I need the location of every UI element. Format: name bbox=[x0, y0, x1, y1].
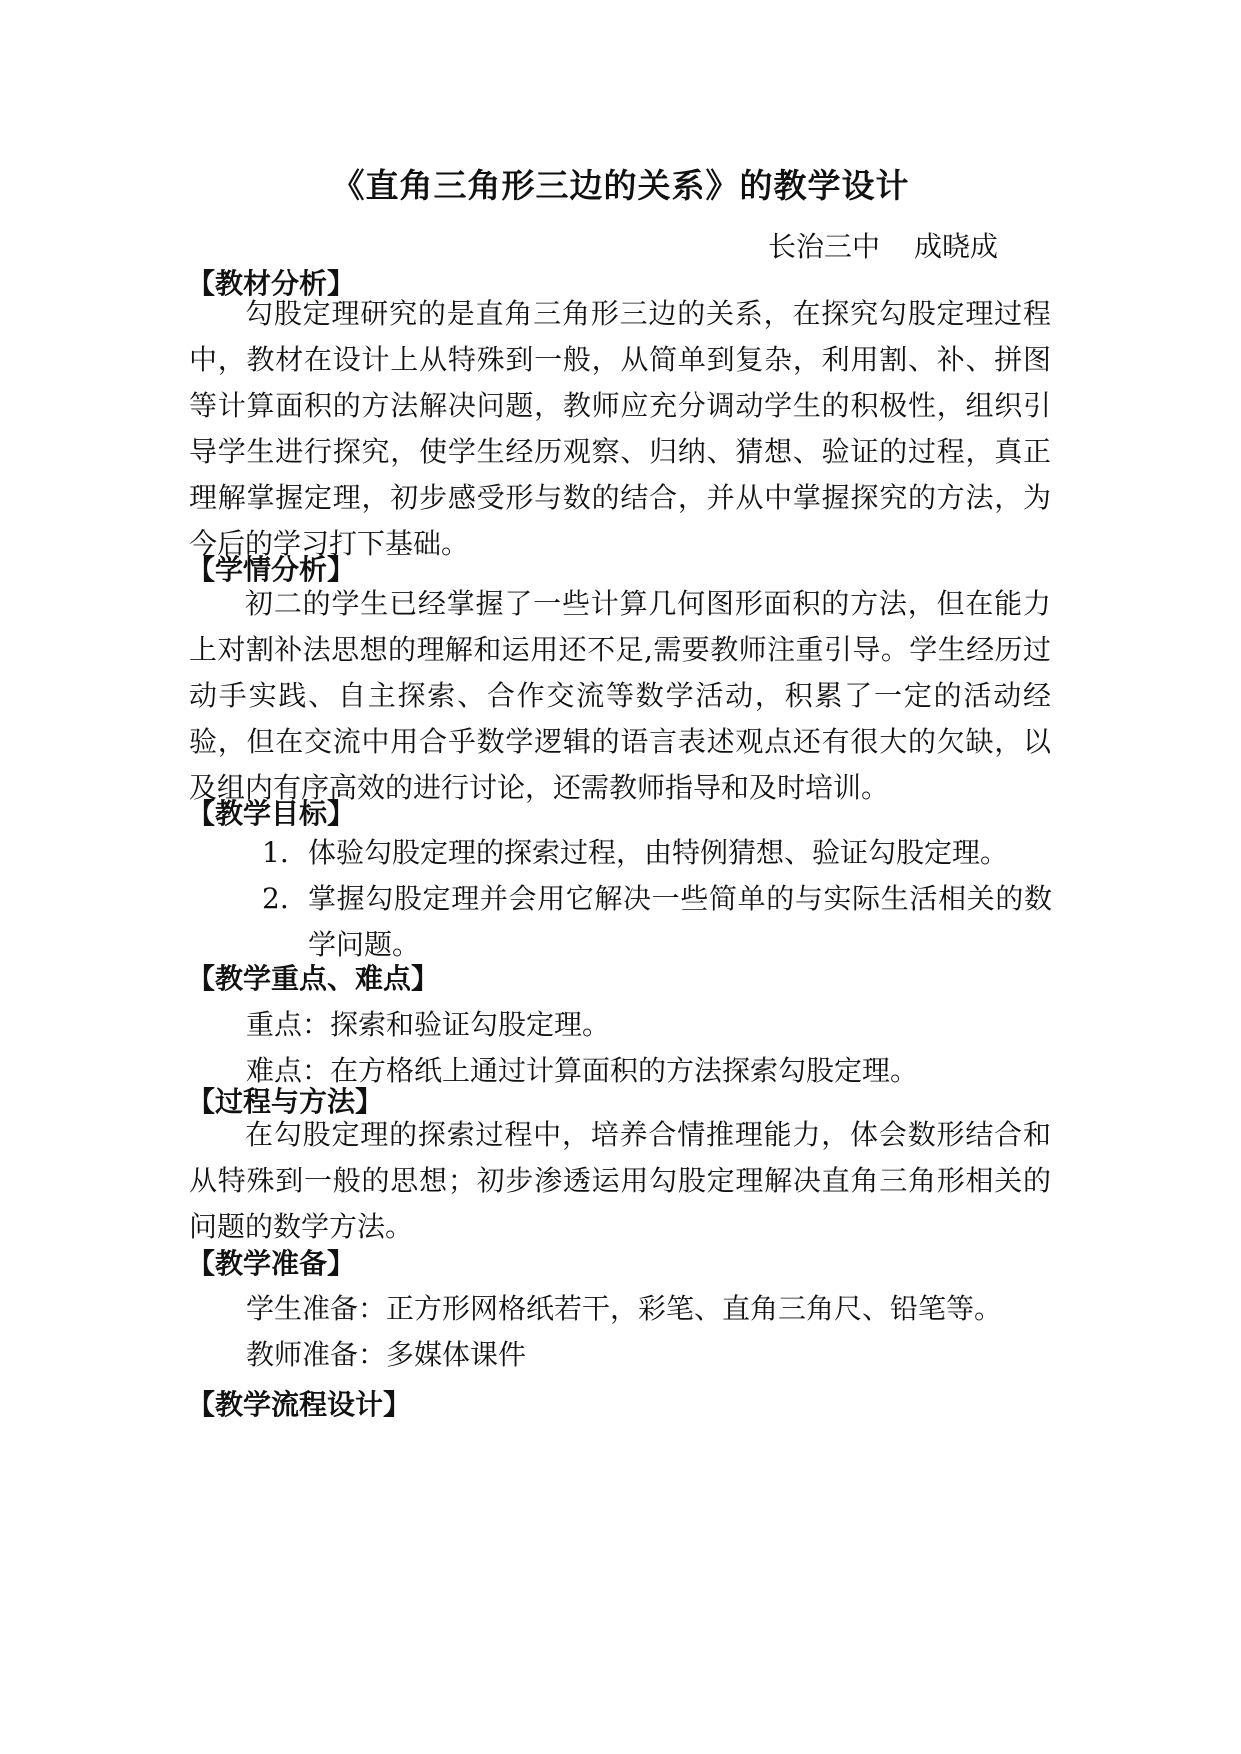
heading-flow-design: 【教学流程设计】 bbox=[187, 1388, 412, 1421]
teacher-preparation-line: 教师准备：多媒体课件 bbox=[246, 1338, 527, 1371]
objective-text: 掌握勾股定理并会用它解决一些简单的与实际生活相关的数学问题。 bbox=[308, 882, 1052, 961]
objective-item bbox=[262, 830, 1052, 876]
heading-textbook-analysis: 【教材分析】 bbox=[187, 267, 356, 300]
student-preparation-line: 学生准备：正方形网格纸若干，彩笔、直角三角尺、铅笔等。 bbox=[246, 1292, 1003, 1325]
heading-preparation: 【教学准备】 bbox=[187, 1247, 356, 1280]
objective-number: 1. bbox=[262, 836, 289, 869]
heading-objectives: 【教学目标】 bbox=[187, 797, 356, 830]
objective-text: 体验勾股定理的探索过程，由特例猜想、验证勾股定理。 bbox=[308, 836, 1009, 869]
heading-process-method: 【过程与方法】 bbox=[187, 1085, 384, 1118]
difficult-point-line: 难点：在方格纸上通过计算面积的方法探索勾股定理。 bbox=[246, 1054, 919, 1087]
key-point-line: 重点：探索和验证勾股定理。 bbox=[246, 1008, 611, 1041]
author-line bbox=[768, 225, 998, 265]
heading-key-points: 【教学重点、难点】 bbox=[187, 962, 440, 995]
heading-learner-analysis: 【学情分析】 bbox=[187, 553, 356, 586]
objective-item bbox=[262, 876, 1052, 968]
paragraph-textbook-analysis: 勾股定理研究的是直角三角形三边的关系，在探究勾股定理过程中，教材在设计上从特殊到一般，从简单到复杂，利用割、补、拼图等计算面积的方法解决问题，教师应充分调动学生的积极性，组织引导学生进行探究，使学生经历观察、归纳、猜想、验证的过程，真正理解掌握定理，初步感受形与数的结合，并从中掌握探究的方法，为今后的学习打下基础。 bbox=[189, 297, 1051, 560]
author-name: 成晓成 bbox=[913, 230, 998, 263]
document-title: 《直角三角形三边的关系》的教学设计 bbox=[331, 166, 910, 205]
paragraph-learner-analysis: 初二的学生已经掌握了一些计算几何图形面积的方法，但在能力上对割补法思想的理解和运用还不足,需要教师注重引导。学生经历过动手实践、自主探索、合作交流等数学活动，积累了一定的活动经验，但在交流中用合乎数学逻辑的语言表述观点还有很大的欠缺，以及组内有序高效的进行讨论，还需教师指导和及时培训。 bbox=[189, 587, 1051, 804]
paragraph-process-method: 在勾股定理的探索过程中，培养合情推理能力，体会数形结合和从特殊到一般的思想；初步渗透运用勾股定理解决直角三角形相关的问题的数学方法。 bbox=[189, 1118, 1051, 1243]
author-school: 长治三中 bbox=[767, 230, 880, 263]
objective-number: 2. bbox=[262, 882, 289, 915]
